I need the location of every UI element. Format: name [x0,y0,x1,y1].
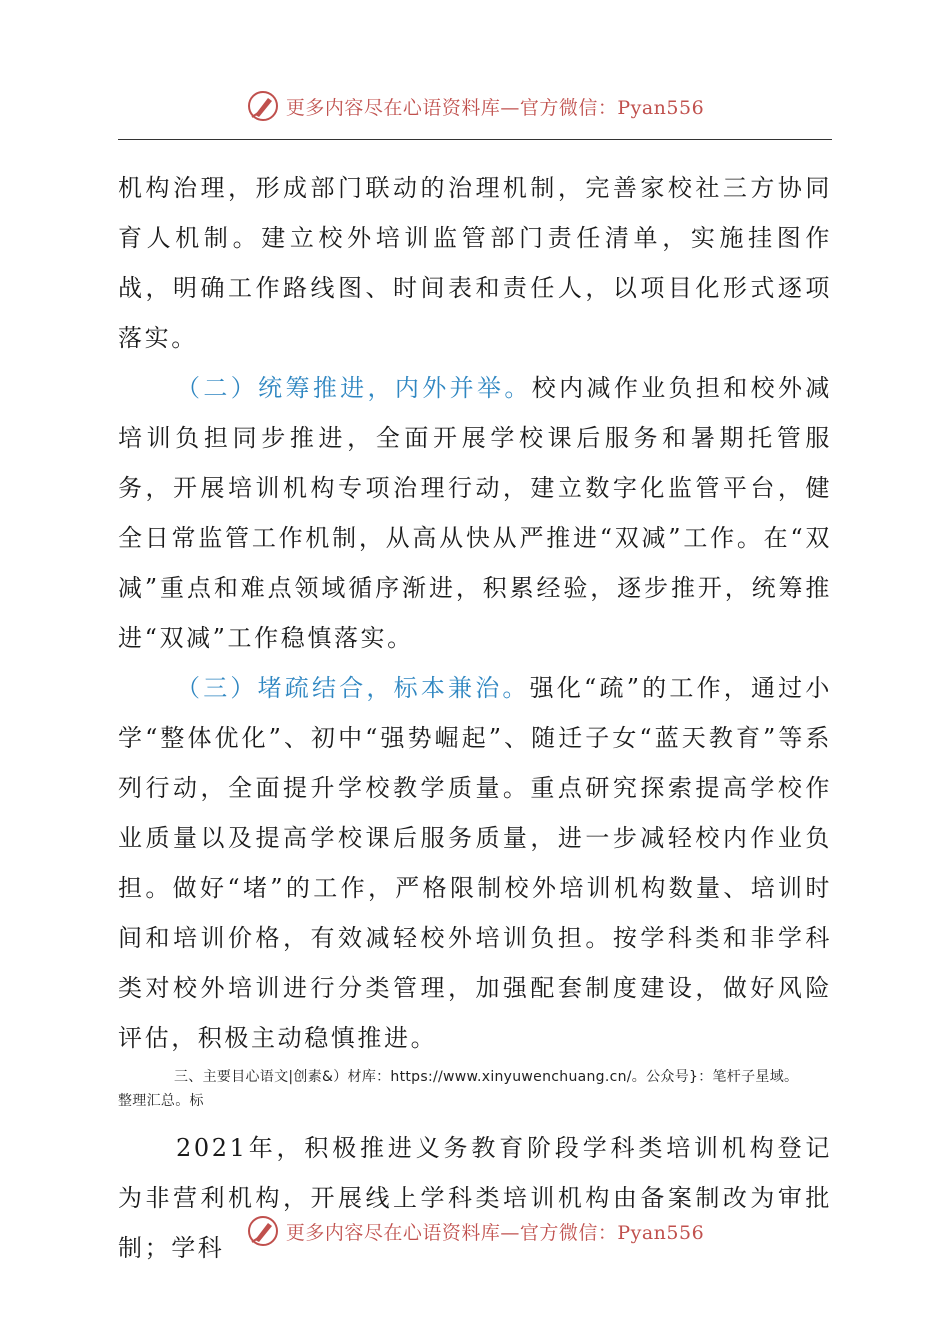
paragraph-3 [118,663,832,1063]
paragraph-2-text: 校内减作业负担和校外减培训负担同步推进，全面开展学校课后服务和暑期托管服务，开展培训机构专项治理行动，建立数字化监管平台，健全日常监管工作机制，从高从快从严推进“双减”工作。在“双减”重点和难点领域循序渐进，积累经验，逐步推开，统筹推进“双减”工作稳慎落实。 [118,374,832,652]
header-banner[interactable] [246,89,704,123]
paragraph-1 [118,163,832,363]
quill-pen-logo-icon [246,89,280,123]
source-note-line-2: 整理汇总。标 [118,1093,204,1109]
footer-banner-text: 更多内容尽在心语资料库—官方微信：Pyan556 [285,1221,705,1244]
section-heading-3: （三）堵疏结合，标本兼治。 [176,674,530,702]
header-divider [118,139,832,140]
page-header [0,86,950,126]
source-note [118,1065,832,1113]
header-banner-text: 更多内容尽在心语资料库—官方微信：Pyan556 [285,96,705,119]
section-heading-2: （二）统筹推进，内外并举。 [176,374,532,402]
quill-pen-logo-icon [246,1214,280,1248]
paragraph-2 [118,363,832,663]
page-footer [0,1211,950,1251]
source-note-line-1: 三、主要目心语文|创素&）材库：https://www.xinyuwenchuang.cn/。公众号}：笔杆子星域。 [174,1069,799,1085]
paragraph-4-text: 2021年，积极推进义务教育阶段学科类培训机构登记为非营利机构，开展线上学科类培训机构由备案制改为审批制；学科 [118,1134,832,1262]
document-body [118,163,832,1273]
footer-banner[interactable] [246,1214,704,1248]
paragraph-1-text: 机构治理，形成部门联动的治理机制，完善家校社三方协同育人机制。建立校外培训监管部门责任清单，实施挂图作战，明确工作路线图、时间表和责任人，以项目化形式逐项落实。 [118,174,832,352]
paragraph-3-text: 强化“疏”的工作，通过小学“整体优化”、初中“强势崛起”、随迁子女“蓝天教育”等系列行动，全面提升学校教学质量。重点研究探索提高学校作业质量以及提高学校课后服务质量，进一步减轻校内作业负担。做好“堵”的工作，严格限制校外培训机构数量、培训时间和培训价格，有效减轻校外培训负担。按学科类和非学科类对校外培训进行分类管理，加强配套制度建设，做好风险评估，积极主动稳慎推进。 [118,674,832,1052]
